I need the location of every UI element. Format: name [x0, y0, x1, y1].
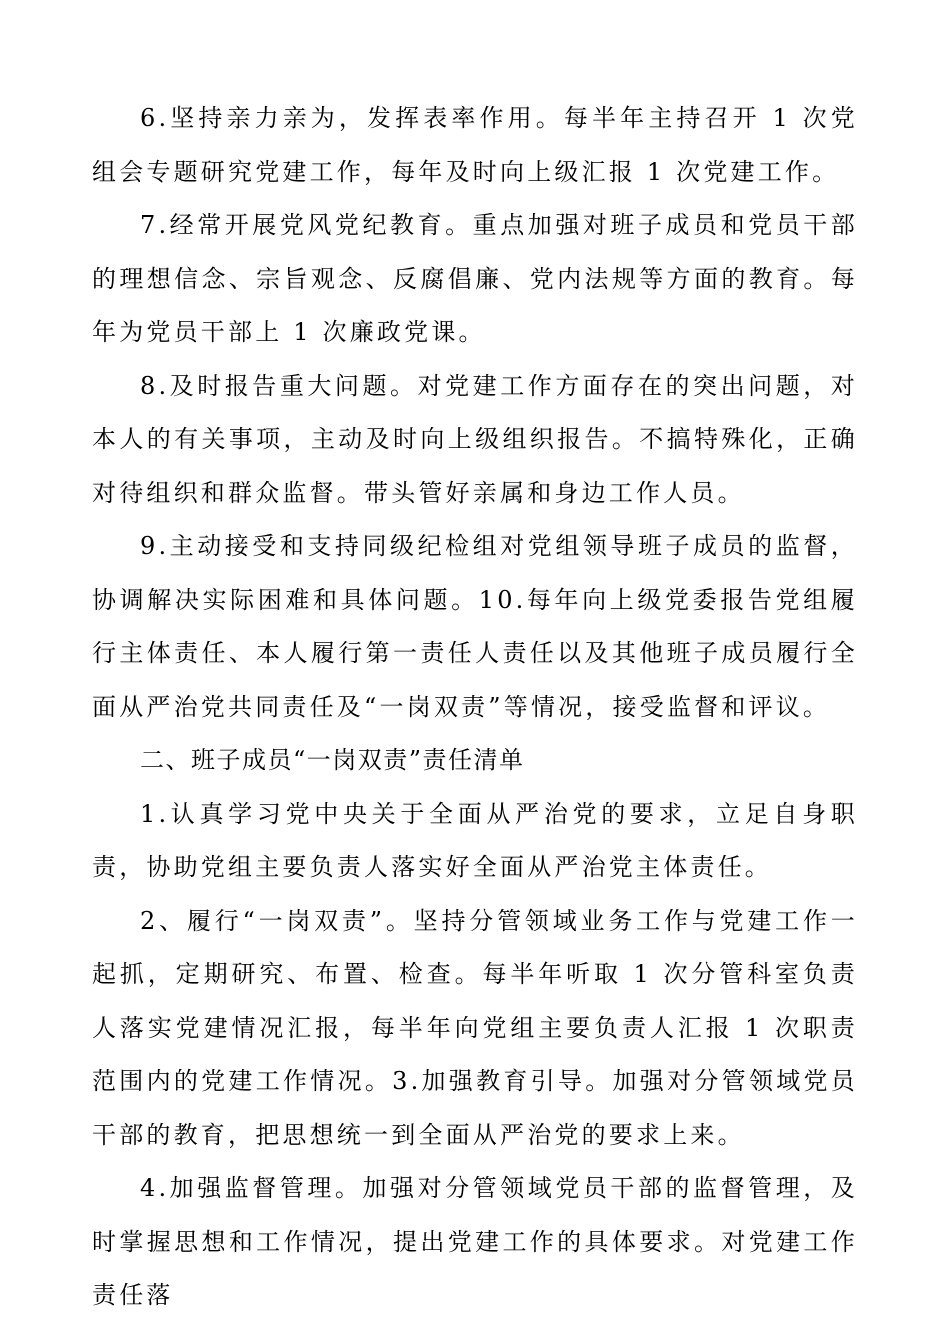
paragraph-6-lead-by-example: 6.坚持亲力亲为，发挥表率作用。每半年主持召开 1 次党组会专题研究党建工作，每年及时向上级汇报 1 次党建工作。 — [92, 104, 858, 186]
paragraph-9-accept-supervision: 9.主动接受和支持同级纪检组对党组领导班子成员的监督，协调解决实际困难和具体问题。10.每年向上级党委报告党组履行主体责任、本人履行第一责任人责任以及其他班子成员履行全面从严治党共同责任及“一岗双责”等情况，接受监督和评议。 — [92, 532, 858, 721]
section-paragraph-4-supervision-management: 4.加强监督管理。加强对分管领域党员干部的监督管理，及时掌握思想和工作情况，提出党建工作的具体要求。对党建工作责任落 — [92, 1174, 858, 1309]
document-body — [92, 92, 858, 1323]
section-paragraph-1-study-requirements: 1.认真学习党中央关于全面从严治党的要求，立足自身职责，协助党组主要负责人落实好全面从严治党主体责任。 — [92, 799, 858, 881]
section-heading-team-responsibility-list: 二、班子成员“一岗双责”责任清单 — [140, 746, 525, 774]
paragraph-7-party-discipline-education: 7.经常开展党风党纪教育。重点加强对班子成员和党员干部的理想信念、宗旨观念、反腐倡廉、党内法规等方面的教育。每年为党员干部上 1 次廉政党课。 — [92, 211, 858, 346]
paragraph-8-report-major-issues: 8.及时报告重大问题。对党建工作方面存在的突出问题，对本人的有关事项，主动及时向上级组织报告。不搞特殊化，正确对待组织和群众监督。带头管好亲属和身边工作人员。 — [92, 371, 858, 507]
section-paragraph-2-dual-responsibility: 2、履行“一岗双责”。坚持分管领域业务工作与党建工作一起抓，定期研究、布置、检查。每半年听取 1 次分管科室负责人落实党建情况汇报，每半年向党组主要负责人汇报 1 次职责范围内的党建工作情况。3.加强教育引导。加强对分管领域党员干部的教育，把思想统一到全面从严治党的要求上来。 — [92, 906, 858, 1149]
